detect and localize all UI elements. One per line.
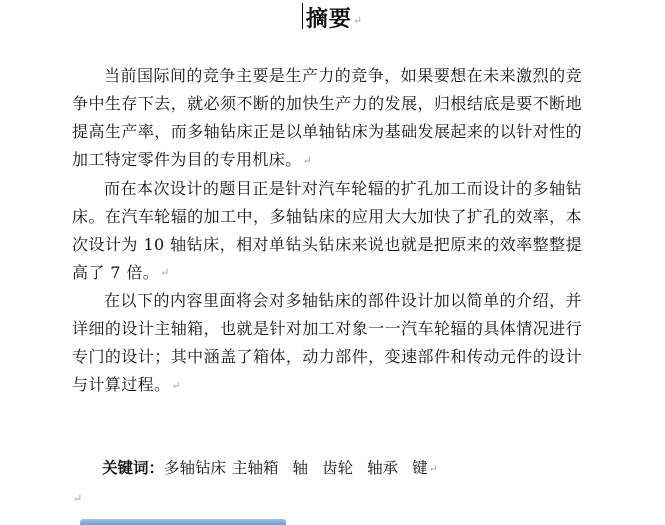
paragraph-2-text: 而在本次设计的题目正是针对汽车轮辐的扩孔加工而设计的多轴钻床。在汽车轮辐的加工中，多轴钻床的应用大大加快了扩孔的效率，本次设计为 10 轴钻床，相对单钻头钻床来说也就是把原来的效率整整提高了 7 倍。 <box>72 178 582 282</box>
keyword-item: 齿轮 <box>322 459 354 477</box>
keyword-item: 轴承 <box>367 459 399 477</box>
keyword-item: 轴 <box>292 459 309 477</box>
text-cursor <box>302 3 303 29</box>
keyword-item: 多轴钻床 <box>164 459 227 477</box>
paragraph-1-text: 当前国际间的竞争主要是生产力的竞争，如果要想在未来激烈的竞争中生存下去，就必须不断的加快生产力的发展，归根结底是要不断地提高生产率，而多轴钻床正是以单轴钻床为基础发展起来的以针对性的加工特定零件为目的专用机床。 <box>72 66 582 169</box>
paragraph-mark-icon: ↵ <box>428 462 438 475</box>
abstract-body[interactable] <box>72 62 582 400</box>
paragraph-mark-icon: ↵ <box>302 153 313 167</box>
keyword-item: 键 <box>412 459 428 477</box>
keyword-item: 主轴箱 <box>232 459 279 477</box>
keywords-line[interactable] <box>102 455 438 482</box>
title-line <box>0 2 665 33</box>
paragraph-1[interactable] <box>72 62 582 175</box>
paragraph-2[interactable] <box>72 175 582 288</box>
paragraph-mark-icon: ↵ <box>171 378 182 392</box>
keywords-label: 关键词： <box>102 458 165 477</box>
paragraph-mark-icon: ↵ <box>352 13 364 27</box>
paragraph-mark-icon: ↵ <box>73 491 83 505</box>
paragraph-3-text: 在以下的内容里面将会对多轴钻床的部件设计加以简单的介绍，并详细的设计主轴箱，也就是针对加工对象一一汽车轮辐的具体情况进行专门的设计；其中涵盖了箱体，动力部件，变速部件和传动元件的设计与计算过程。 <box>72 291 582 394</box>
paragraph-mark-icon: ↵ <box>160 266 170 279</box>
highlighted-block[interactable] <box>80 519 286 525</box>
title-text: 摘要 <box>305 6 352 32</box>
empty-paragraph[interactable] <box>72 485 82 511</box>
paragraph-3[interactable] <box>72 287 582 400</box>
document-title[interactable] <box>302 2 363 33</box>
